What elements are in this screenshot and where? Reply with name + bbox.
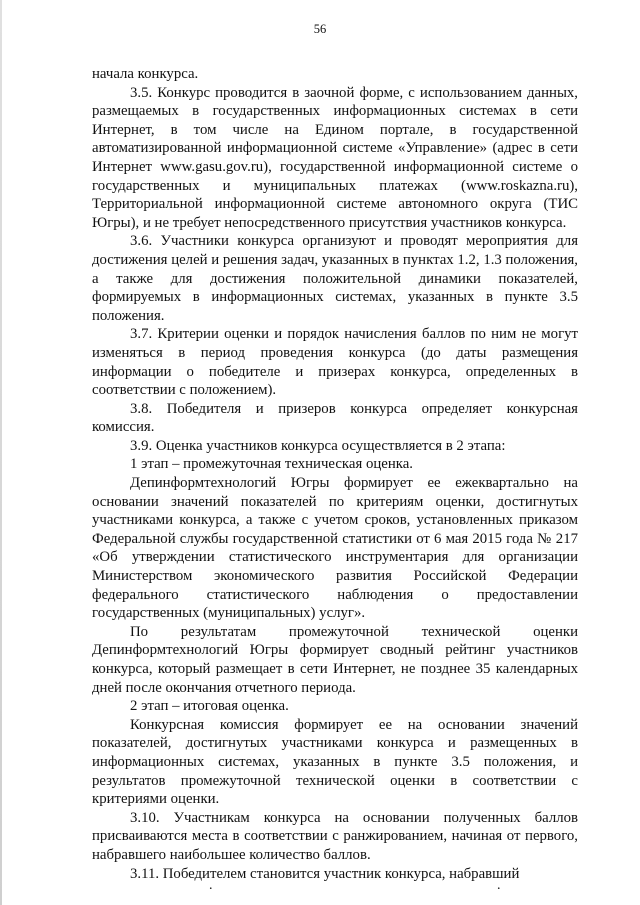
page-edge — [0, 0, 2, 905]
footer-mark-right: . — [497, 878, 501, 893]
paragraph: 3.9. Оценка участников конкурса осуществляется в 2 этапа: — [130, 437, 506, 454]
paragraph: 3.11. Победителем становится участник конкурса, набравший — [130, 865, 520, 882]
paragraph: начала конкурса. — [92, 66, 199, 82]
paragraph: 3.7. Критерии оценки и порядок начисления баллов по ним не могут изменяться в период проведения конкурса (до даты размещения информации о победителе и призерах конкурса, определенных в соответствии с положением). — [92, 326, 578, 399]
footer-mark-left: . — [209, 878, 213, 893]
paragraph: 1 этап – промежуточная техническая оценка. — [130, 456, 413, 473]
paragraph: Конкурсная комиссия формирует ее на основании значений показателей, достигнутых участниками конкурса и размещенных в информационных системах, указанных в пункте 3.5 положения, и результатов промежуточной технической оценки в соответствии с критериями оценки. — [92, 716, 578, 808]
paragraph: Депинформтехнологий Югры формирует ее ежеквартально на основании значений показателей по критериям оценки, достигнутых участниками конкурса, а также с учетом сроков, установленных приказом Федеральной службы государственной статистики от 6 мая 2015 года № 217 «Об утверждении статистического инструментария для организации Министерством экономического развития Российской Федерации федерального статистического наблюдения о предоставлении государственных (муниципальных) услуг». — [92, 475, 578, 622]
document-body — [92, 65, 578, 883]
paragraph: 3.6. Участники конкурса организуют и проводят мероприятия для достижения целей и решения задач, указанных в пунктах 1.2, 1.3 положения, а также для достижения положительной динамики показателей, формируемых в информационных системах, указанных в пункте 3.5 положения. — [92, 233, 578, 324]
paragraph: По результатам промежуточной технической оценки Депинформтехнологий Югры формирует сводный рейтинг участников конкурса, который размещает в сети Интернет, не позднее 35 календарных дней после окончания отчетного периода. — [92, 623, 578, 696]
page-number: 56 — [313, 22, 327, 36]
paragraph: 2 этап – итоговая оценка. — [130, 698, 289, 715]
paragraph: 3.10. Участникам конкурса на основании полученных баллов присваиваются места в соответствии с ранжированием, начиная от первого, набравшего наибольшее количество баллов. — [92, 809, 578, 863]
paragraph: 3.5. Конкурс проводится в заочной форме, с использованием данных, размещаемых в государственных информационных системах в сети Интернет, в том числе на Едином портале, в государственной автоматизированной информационной системе «Управление» (адрес в сети Интернет www.gasu.gov.ru), государственной информационной системе о государственных и муниципальных платежах (www.roskazna.ru), Территориальной информационной системе автономного округа (ТИС Югры), и не требует непосредственного присутствия участников конкурса. — [92, 84, 578, 231]
paragraph: 3.8. Победителя и призеров конкурса определяет конкурсная комиссия. — [92, 400, 578, 436]
